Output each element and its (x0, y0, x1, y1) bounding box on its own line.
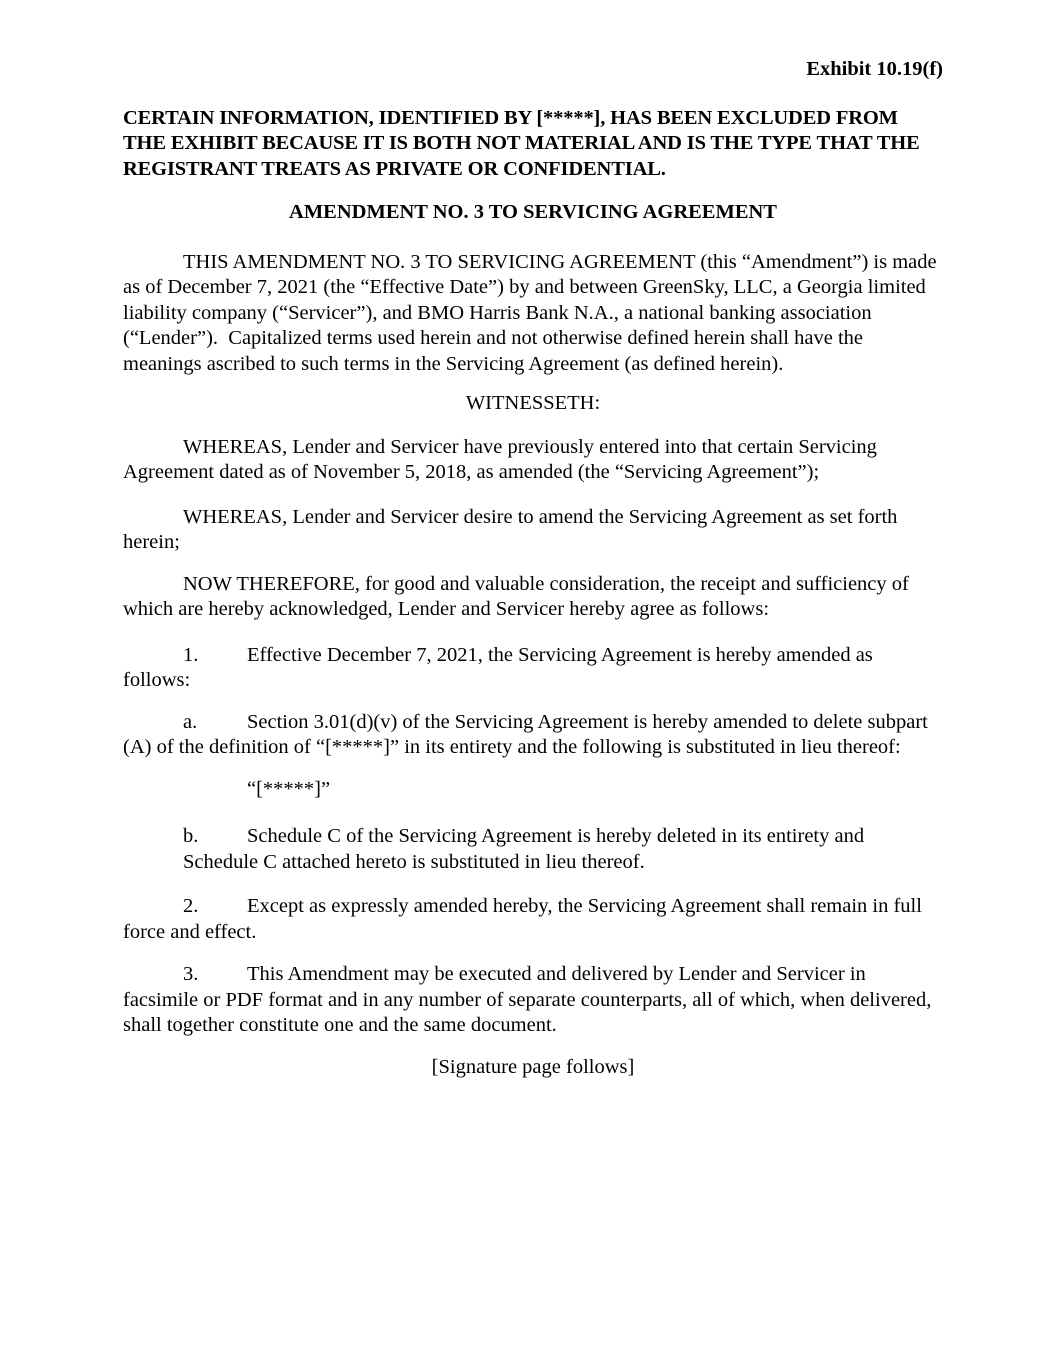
numbered-item-2 (123, 894, 943, 945)
lettered-item-a (123, 710, 943, 761)
witnesseth-heading: WITNESSETH: (465, 392, 601, 414)
item-2-number: 2. (183, 895, 199, 917)
now-therefore-clause: NOW THEREFORE, for good and valuable consideration, the receipt and sufficiency of which are hereby acknowledged, Lender and Servicer hereby agree as follows: (123, 572, 914, 620)
item-a-text: Section 3.01(d)(v) of the Servicing Agreement is hereby amended to delete subpart (A) of the definition of “[*****]” in its entirety and the following is substituted in lieu thereof: (123, 710, 933, 758)
item-b-letter: b. (183, 825, 199, 847)
confidentiality-notice: CERTAIN INFORMATION, IDENTIFIED BY [*****], HAS BEEN EXCLUDED FROM THE EXHIBIT BECAUSE IT IS BOTH NOT MATERIAL AND IS THE TYPE THAT THE REGISTRANT TREATS AS PRIVATE OR CONFIDENTIAL. (123, 106, 925, 180)
item-1-text: Effective December 7, 2021, the Servicing Agreement is hereby amended as follows: (123, 643, 878, 691)
whereas-clause-2: WHEREAS, Lender and Servicer desire to amend the Servicing Agreement as set forth herein; (123, 505, 903, 553)
document-title: AMENDMENT NO. 3 TO SERVICING AGREEMENT (289, 201, 777, 223)
quoted-redaction: “[*****]” (247, 777, 331, 800)
whereas-clause-1: WHEREAS, Lender and Servicer have previously entered into that certain Servicing Agreement dated as of November 5, 2018, as amended (the “Servicing Agreement”); (123, 435, 881, 483)
item-1-number: 1. (183, 643, 199, 666)
lettered-item-b (183, 824, 943, 875)
numbered-item-1 (123, 643, 943, 694)
item-2-text: Except as expressly amended hereby, the Servicing Agreement shall remain in full force and effect. (123, 895, 928, 943)
numbered-item-3 (123, 962, 943, 1039)
intro-paragraph: THIS AMENDMENT NO. 3 TO SERVICING AGREEMENT (this “Amendment”) is made as of December 7, 2021 (the “Effective Date”) by and between GreenSky, LLC, a Georgia limited liability company (“Servicer”), and BMO Harris Bank N.A., a national banking association (“Lender”). Capitalized terms used herein and not otherwise defined herein shall have the meanings ascribed to such terms in the Servicing Agreement (as defined herein). (123, 250, 942, 375)
item-3-text: This Amendment may be executed and delivered by Lender and Servicer in facsimile or PDF format and in any number of separate counterparts, all of which, when delivered, shall together constitute one and the same document. (123, 963, 937, 1036)
signature-page-note: [Signature page follows] (431, 1055, 635, 1078)
item-a-letter: a. (183, 710, 198, 733)
exhibit-label: Exhibit 10.19(f) (806, 58, 943, 80)
item-b-text: Schedule C of the Servicing Agreement is hereby deleted in its entirety and Schedule C attached hereto is substituted in lieu thereof. (183, 825, 870, 873)
item-3-number: 3. (183, 963, 199, 985)
